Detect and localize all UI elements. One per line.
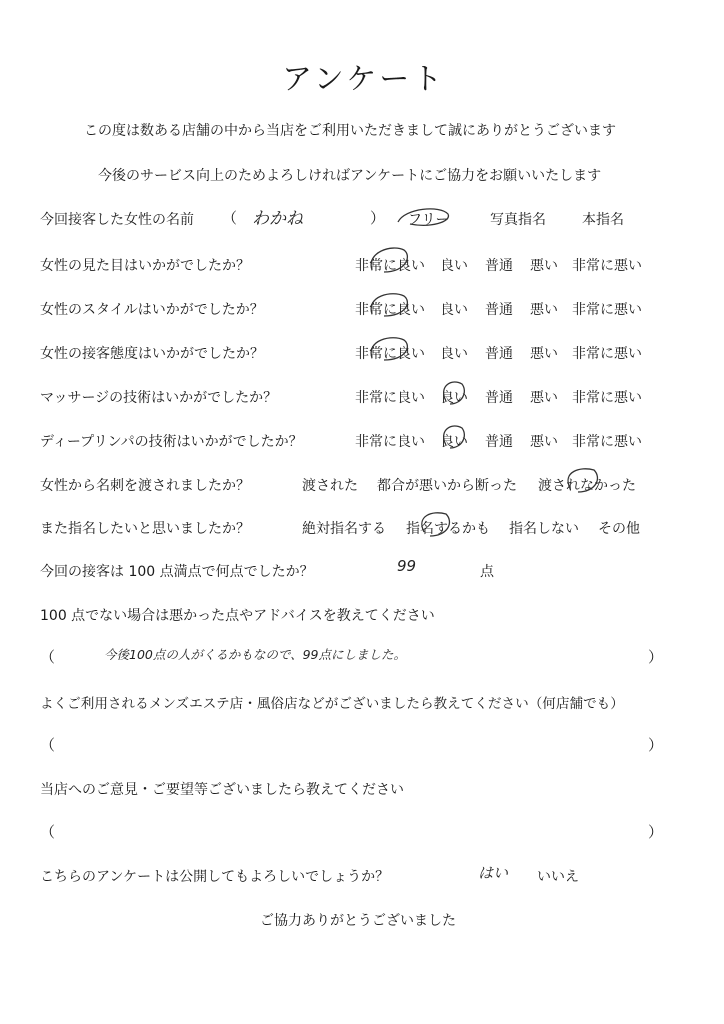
card-option-given: 渡された [302,478,358,494]
question-business-card: 女性から名刺を渡されましたか？ [40,478,250,494]
name-answer: わかね [252,209,303,229]
rating-option: 悪い [530,302,558,318]
name-question: 今回接客した女性の名前 [40,212,194,228]
rating-option: 悪い [530,434,558,450]
option-photo-nomination: 写真指名 [490,212,546,228]
rating-option: 普通 [485,258,513,274]
score-unit: 点 [480,564,494,580]
rating-option: 非常に悪い [572,346,642,362]
rating-option: 普通 [485,302,513,318]
rebook-option-other: その他 [598,521,640,537]
opinion-open-paren: （ [40,823,56,841]
question-opinion: 当店へのご意見・ご要望等ございましたら教えてください [40,782,404,798]
rating-option: 非常に良い [355,302,425,318]
question-appearance: 女性の見た目はいかがでしたか？ [40,258,250,274]
rebook-option-definitely: 絶対指名する [302,521,386,537]
advice-close-paren: ） [648,648,664,666]
card-option-not-given: 渡されなかった [538,478,636,494]
rating-option: 非常に悪い [572,390,642,406]
rating-option: 普通 [485,390,513,406]
name-open-paren: （ [222,209,238,227]
rating-option: 非常に良い [355,434,425,450]
rebook-option-maybe: 指名するかも [406,521,490,537]
rating-option: 非常に良い [355,258,425,274]
rating-option: 非常に良い [355,346,425,362]
shops-open-paren: （ [40,736,56,754]
rating-option: 非常に悪い [572,302,642,318]
rating-option: 悪い [530,390,558,406]
rebook-option-no: 指名しない [509,521,579,537]
rating-option: 悪い [530,258,558,274]
advice-open-paren: （ [40,648,56,666]
rating-option: 良い [440,258,468,274]
question-score: 今回の接客は 100 点満点で何点でしたか？ [40,564,314,580]
question-rebook: また指名したいと思いましたか？ [40,521,250,537]
question-style: 女性のスタイルはいかがでしたか？ [40,302,264,318]
rating-option: 良い [440,346,468,362]
publish-option-yes: はい [478,864,509,882]
opinion-close-paren: ） [648,823,664,841]
question-lymph: ディープリンパの技術はいかがでしたか？ [40,434,303,450]
question-attitude: 女性の接客態度はいかがでしたか？ [40,346,264,362]
closing-message: ご協力ありがとうございました [260,913,456,929]
rating-option: 非常に悪い [572,258,642,274]
question-shops: よくご利用されるメンズエステ店・風俗店などがございましたら教えてください（何店舗でも） [40,696,624,712]
rating-option: 良い [440,434,468,450]
option-main-nomination: 本指名 [582,212,624,228]
advice-answer: 今後100点の人がくるかもなので、99点にしました。 [104,647,407,662]
name-close-paren: ） [370,209,386,227]
publish-option-no: いいえ [537,869,579,885]
question-advice: 100 点でない場合は悪かった点やアドバイスを教えてください [40,608,435,624]
rating-option: 非常に悪い [572,434,642,450]
rating-option: 普通 [485,346,513,362]
rating-option: 悪い [530,346,558,362]
rating-option: 良い [440,302,468,318]
survey-title: アンケート [282,62,446,97]
question-massage: マッサージの技術はいかがでしたか？ [40,390,278,406]
intro-line-1: この度は数ある店舗の中から当店をご利用いただきまして誠にありがとうございます [84,123,616,139]
rating-option: 非常に良い [355,390,425,406]
rating-option: 普通 [485,434,513,450]
rating-option: 良い [440,390,468,406]
score-answer: 99 [397,557,417,575]
question-publish: こちらのアンケートは公開してもよろしいでしょうか？ [40,869,390,885]
card-option-declined: 都合が悪いから断った [377,478,517,494]
shops-close-paren: ） [648,736,664,754]
intro-line-2: 今後のサービス向上のためよろしければアンケートにご協力をお願いいたします [98,168,602,184]
option-free: フリー [408,212,450,228]
